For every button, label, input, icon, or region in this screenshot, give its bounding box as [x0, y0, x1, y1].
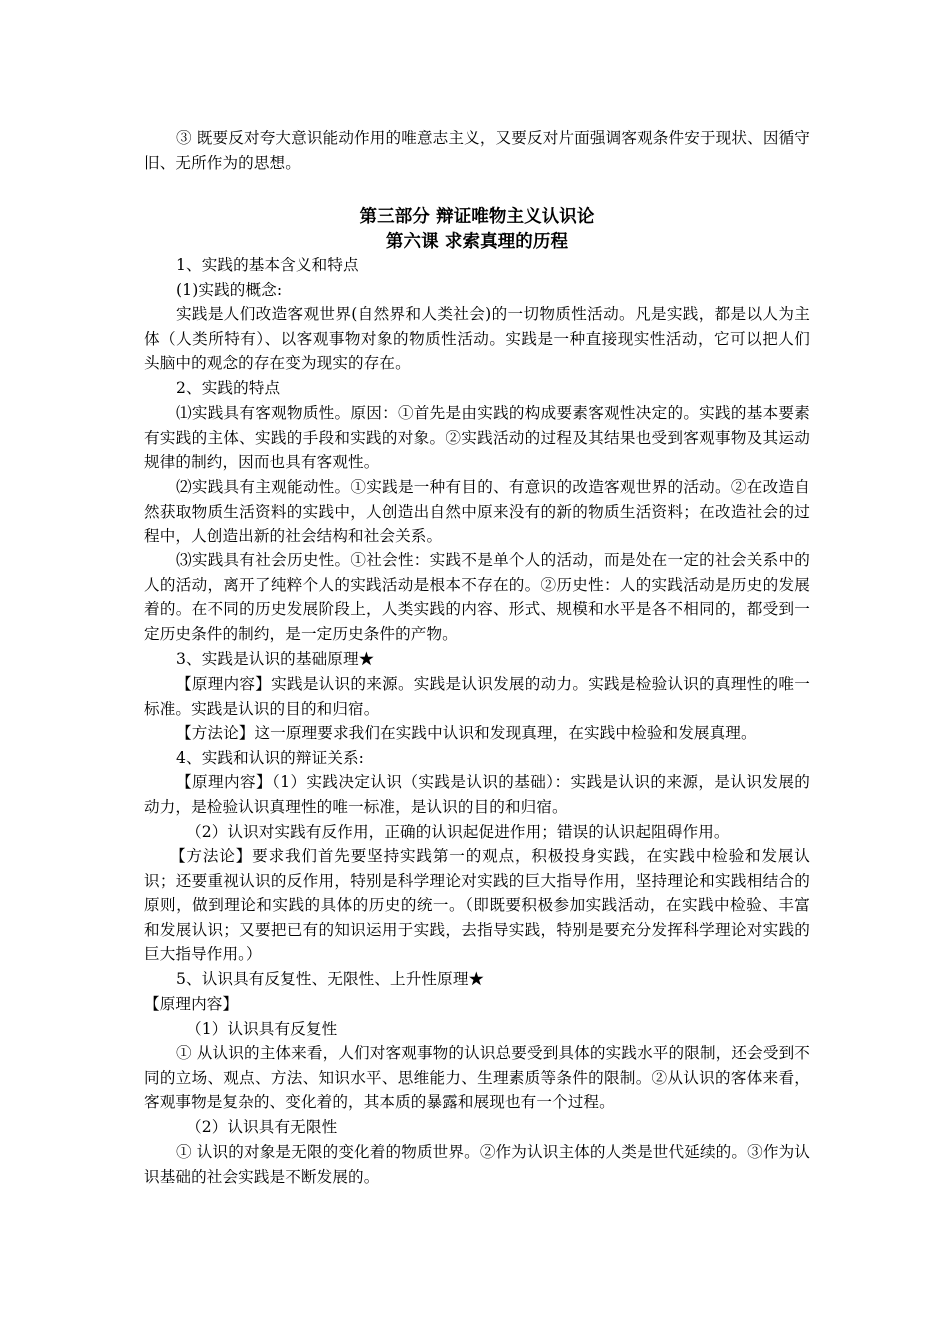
lesson-title: 第六课 求索真理的历程	[385, 232, 569, 252]
section-1-heading: 1、实践的基本含义和特点	[176, 256, 359, 274]
section-5-heading: 5、认识具有反复性、无限性、上升性原理★	[176, 970, 485, 988]
section-1-subheading: (1)实践的概念:	[176, 281, 283, 299]
section-2-paragraph-3: ⑶实践具有社会历史性。①社会性：实践不是单个人的活动，而是处在一定的社会关系中的人的活动，离开了纯粹个人的实践活动是根本不存在的。②历史性：人的实践活动是历史的发展着的。在不同的历史发展阶段上，人类实践的内容、形式、规模和水平是各不相同的，都受到一定历史条件的制约，是一定历史条件的产物。	[144, 551, 810, 643]
section-2-heading: 2、实践的特点	[176, 379, 281, 397]
section-3-paragraph-1: 【原理内容】实践是认识的来源。实践是认识发展的动力。实践是检验认识的真理性的唯一标准。实践是认识的目的和归宿。	[144, 675, 810, 718]
section-4-paragraph-2: （2）认识对实践有反作用，正确的认识起促进作用；错误的认识起阻碍作用。	[186, 823, 730, 841]
part-title: 第三部分 辩证唯物主义认识论	[359, 207, 595, 227]
section-5-subheading-2: （2）认识具有无限性	[186, 1118, 338, 1136]
section-3-heading: 3、实践是认识的基础原理★	[176, 650, 375, 668]
section-4-paragraph-1: 【原理内容】（1）实践决定认识（实践是认识的基础）：实践是认识的来源，是认识发展的动力，是检验认识真理性的唯一标准，是认识的目的和归宿。	[144, 773, 810, 816]
section-5-paragraph-1: ① 从认识的主体来看，人们对客观事物的认识总要受到具体的实践水平的限制，还会受到不同的立场、观点、方法、知识水平、思维能力、生理素质等条件的限制。②从认识的客体来看，客观事物是复杂的、变化着的，其本质的暴露和展现也有一个过程。	[144, 1044, 810, 1112]
section-5-subheading-1: （1）认识具有反复性	[186, 1020, 338, 1038]
section-3-paragraph-2: 【方法论】这一原理要求我们在实践中认识和发现真理，在实践中检验和发展真理。	[176, 724, 757, 742]
section-4-heading: 4、实践和认识的辩证关系:	[176, 749, 365, 767]
section-1-paragraph: 实践是人们改造客观世界(自然界和人类社会)的一切物质性活动。凡是实践，都是以人为主体（人类所特有）、以客观事物对象的物质性活动。实践是一种直接现实性活动，它可以把人们头脑中的观念的存在变为现实的存在。	[144, 305, 810, 373]
section-2-paragraph-1: ⑴实践具有客观物质性。原因：①首先是由实践的构成要素客观性决定的。实践的基本要素有实践的主体、实践的手段和实践的对象。②实践活动的过程及其结果也受到客观事物及其运动规律的制约，因而也具有客观性。	[144, 404, 810, 472]
section-5-paragraph-2: ① 认识的对象是无限的变化着的物质世界。②作为认识主体的人类是世代延续的。③作为认识基础的社会实践是不断发展的。	[144, 1143, 810, 1186]
section-4-paragraph-3: 【方法论】要求我们首先要坚持实践第一的观点，积极投身实践，在实践中检验和发展认识；还要重视认识的反作用，特别是科学理论对实践的巨大指导作用，坚持理论和实践相结合的原则，做到理论和实践的具体的历史的统一。（即既要积极参加实践活动，在实践中检验、丰富和发展认识；又要把已有的知识运用于实践，去指导实践，特别是要充分发挥科学理论对实践的巨大指导作用。）	[144, 847, 810, 964]
intro-paragraph: ③ 既要反对夸大意识能动作用的唯意志主义，又要反对片面强调客观条件安于现状、因循守旧、无所作为的思想。	[144, 129, 810, 172]
section-2-paragraph-2: ⑵实践具有主观能动性。①实践是一种有目的、有意识的改造客观世界的活动。②在改造自然获取物质生活资料的实践中，人创造出自然中原来没有的新的物质生活资料；在改造社会的过程中，人创造出新的社会结构和社会关系。	[144, 478, 810, 546]
section-5-label: 【原理内容】	[144, 995, 239, 1013]
